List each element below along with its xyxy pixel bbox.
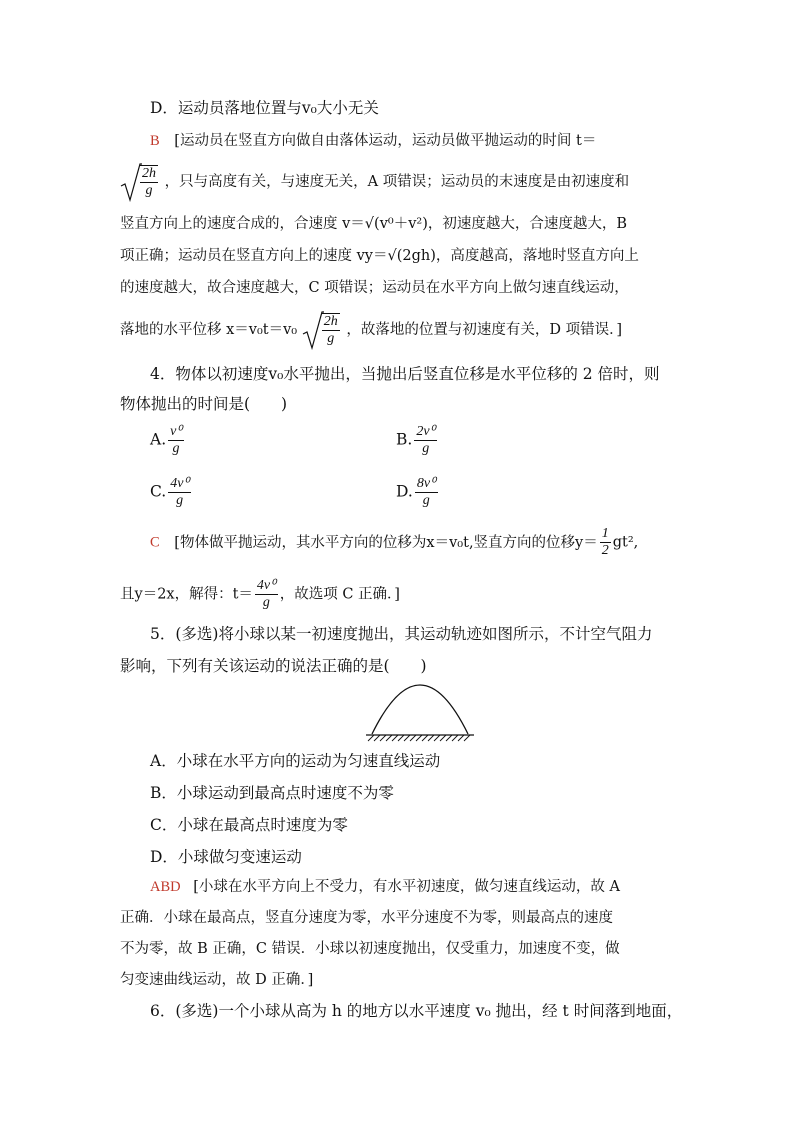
q3-answer-line2 bbox=[120, 162, 629, 202]
q5-answer-line1 bbox=[150, 877, 620, 897]
explanation-text: ，故选项 C 正确．] bbox=[279, 586, 400, 603]
q5-answer-line4: 匀变速曲线运动，故 D 正确．] bbox=[120, 972, 314, 988]
q3-answer-line6 bbox=[120, 310, 622, 350]
explanation-text: [小球在水平方向上不受力，有水平初速度，做匀速直线运动，故 A bbox=[193, 879, 620, 895]
q5-option-c: C．小球在最高点时速度为零 bbox=[150, 816, 348, 834]
q3-answer-line3: 竖直方向上的速度合成的，合速度 v＝√(v⁰＋v²)，初速度越大，合速度越大，B bbox=[120, 216, 628, 232]
q4-option-b bbox=[396, 424, 439, 457]
q5-option-d: D．小球做匀变速运动 bbox=[150, 848, 302, 866]
explanation-text: gt², bbox=[612, 534, 639, 551]
frac-num: 8v⁰ bbox=[416, 476, 436, 491]
q4-option-d bbox=[396, 476, 440, 509]
explanation-text: ，只与高度有关，与速度无关，A 项错误；运动员的末速度是由初速度和 bbox=[164, 174, 630, 190]
q3-answer-line5: 的速度越大，故合速度越大，C 项错误；运动员在水平方向上做匀速直线运动， bbox=[120, 280, 629, 296]
q5-answer-line2: 正确．小球在最高点，竖直分速度为零，水平分速度不为零，则最高点的速度 bbox=[120, 910, 613, 926]
frac-den: g bbox=[172, 441, 180, 456]
frac-num: 1 bbox=[601, 526, 609, 541]
q5-answer-line3: 不为零，故 B 正确，C 错误．小球以初速度抛出，仅受重力，加速度不变，做 bbox=[120, 941, 620, 957]
option-label: B. bbox=[396, 430, 413, 449]
sqrt-icon bbox=[120, 162, 142, 202]
answer-letter: B bbox=[150, 133, 160, 149]
frac-den: g bbox=[422, 441, 430, 456]
q4-stem-line2: 物体抛出的时间是( ) bbox=[120, 395, 288, 413]
q3-answer-line4: 项正确；运动员在竖直方向上的速度 vy＝√(2gh)，高度越高，落地时竖直方向上 bbox=[120, 248, 639, 264]
answer-letter: ABD bbox=[150, 879, 181, 895]
option-label: A. bbox=[150, 430, 167, 449]
frac-num: 4v⁰ bbox=[170, 476, 190, 491]
option-label: C. bbox=[150, 482, 167, 501]
q4-answer-line2 bbox=[120, 578, 400, 611]
frac-den: g bbox=[262, 595, 270, 610]
q3-answer-line1 bbox=[150, 131, 596, 151]
sqrt-2h-over-g bbox=[302, 310, 342, 350]
frac-num: v⁰ bbox=[170, 424, 182, 439]
q5-stem-line2: 影响，下列有关该运动的说法正确的是( ) bbox=[120, 657, 427, 675]
q5-option-a: A．小球在水平方向的运动为匀速直线运动 bbox=[150, 752, 441, 770]
explanation-text: ，故落地的位置与初速度有关，D 项错误．] bbox=[346, 322, 622, 338]
explanation-text: [运动员在竖直方向做自由落体运动，运动员做平抛运动的时间 t＝ bbox=[174, 133, 597, 149]
q4-option-a bbox=[150, 424, 186, 457]
explanation-text: 且y＝2x，解得：t＝ bbox=[120, 586, 253, 603]
frac-den: g bbox=[176, 493, 184, 508]
parabola-path bbox=[372, 685, 468, 734]
frac-num: 2h bbox=[142, 166, 156, 181]
q5-option-b: B．小球运动到最高点时速度不为零 bbox=[150, 784, 394, 802]
q4-stem-line1: 4．物体以初速度v₀水平抛出，当抛出后竖直位移是水平位移的 2 倍时，则 bbox=[150, 365, 660, 383]
ground-hatch bbox=[368, 735, 470, 741]
sqrt-2h-over-g bbox=[120, 162, 160, 202]
frac-den: g bbox=[145, 183, 153, 198]
frac-num: 2v⁰ bbox=[416, 424, 436, 439]
frac-num: 2h bbox=[323, 314, 338, 329]
trajectory-diagram bbox=[360, 680, 480, 742]
sqrt-icon bbox=[302, 310, 324, 350]
q4-answer-line1 bbox=[150, 526, 638, 559]
explanation-text: 落地的水平位移 x＝v₀t＝v₀ bbox=[120, 322, 298, 338]
q5-stem-line1: 5．(多选)将小球以某一初速度抛出，其运动轨迹如图所示，不计空气阻力 bbox=[150, 625, 653, 643]
frac-den: 2 bbox=[601, 543, 609, 558]
q4-option-c bbox=[150, 476, 193, 509]
answer-letter: C bbox=[150, 534, 160, 551]
q3-option-d: D．运动员落地位置与v₀大小无关 bbox=[150, 99, 379, 117]
q6-stem-line1: 6．(多选)一个小球从高为 h 的地方以水平速度 v₀ 抛出，经 t 时间落到地面， bbox=[150, 1002, 683, 1020]
frac-num: 4v⁰ bbox=[256, 578, 276, 593]
frac-den: g bbox=[327, 331, 335, 346]
frac-den: g bbox=[422, 493, 430, 508]
explanation-text: [物体做平抛运动，其水平方向的位移为x＝v₀t,竖直方向的位移y＝ bbox=[174, 534, 598, 551]
option-label: D. bbox=[396, 482, 413, 501]
